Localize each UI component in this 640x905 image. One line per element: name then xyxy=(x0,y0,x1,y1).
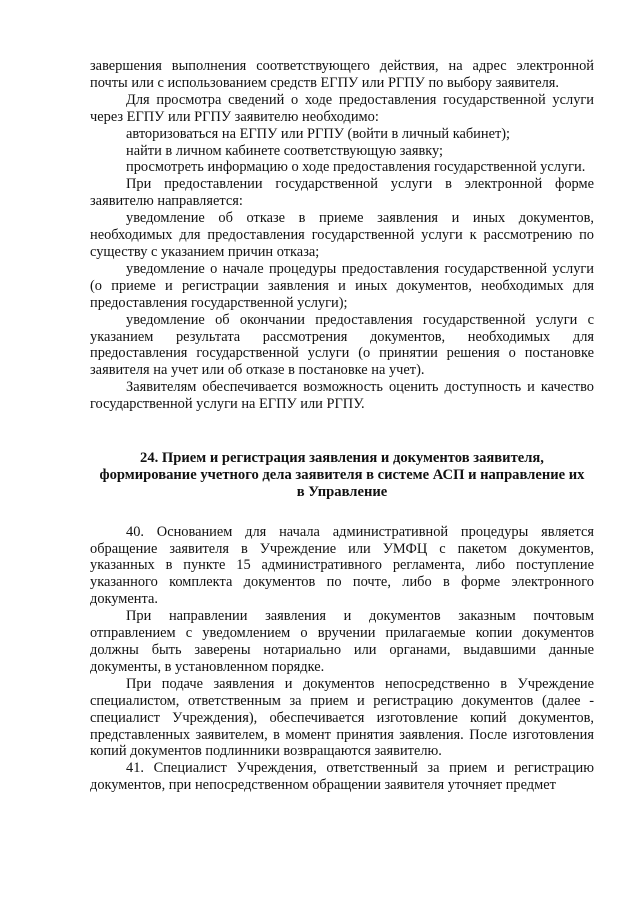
paragraph-electronic-form: При предоставлении государственной услуги в электронной форме заявителю направляется: xyxy=(90,176,594,210)
paragraph-quality-assessment: Заявителям обеспечивается возможность оценить доступность и качество государственной услуги на ЕГПУ или РГПУ. xyxy=(90,379,594,413)
list-item-authorize: авторизоваться на ЕГПУ или РГПУ (войти в личный кабинет); xyxy=(126,125,511,142)
section-heading-line-1: 24. Прием и регистрация заявления и документов заявителя, xyxy=(140,450,544,467)
paragraph-direct-submission: При подаче заявления и документов непосредственно в Учреждение специалистом, ответственным за прием и регистрацию документов (далее - специалист Учреждения), обеспечивается изготовление копий документов, представленных заявителем, в момент принятия заявления. После изготовления копий документов подлинники возвращаются заявителю. xyxy=(90,675,594,760)
list-item-refusal-notice: уведомление об отказе в приеме заявления и иных документов, необходимых для предоставления государственной услуги к рассмотрению по существу с указанием причин отказа; xyxy=(90,210,594,260)
paragraph-item-40: 40. Основанием для начала административной процедуры является обращение заявителя в Учреждение или УМФЦ с пакетом документов, указанных в пункте 15 административного регламента, либо поступление указанного комплекта документов по почте, либо в форме электронного документа. xyxy=(90,523,594,608)
section-heading-line-3: в Управление xyxy=(296,484,388,501)
list-item-start-notice: уведомление о начале процедуры предоставления государственной услуги (о приеме и регистрации заявления и иных документов, необходимых для предоставления государственной услуги); xyxy=(90,260,594,311)
document-page xyxy=(90,58,594,794)
paragraph-continuation: завершения выполнения соответствующего действия, на адрес электронной почты или с использованием средств ЕГПУ или РГПУ по выбору заявителя. xyxy=(90,58,594,91)
list-item-view-info: просмотреть информацию о ходе предоставления государственной услуги. xyxy=(126,159,586,176)
paragraph-postal-submission: При направлении заявления и документов заказным почтовым отправлением с уведомлением о вручении прилагаемые копии документов должны быть заверены нотариально или органами, выдавшими данные документы, в установленном порядке. xyxy=(90,608,594,675)
paragraph-status-view: Для просмотра сведений о ходе предоставления государственной услуги через ЕГПУ или РГПУ заявителю необходимо: xyxy=(90,91,594,125)
list-item-end-notice: уведомление об окончании предоставления государственной услуги с указанием результата рассмотрения документов, необходимых для предоставления государственной услуги (о принятии решения о постановке заявителя на учет или об отказе в постановке на учет). xyxy=(90,311,594,379)
paragraph-item-41: 41. Специалист Учреждения, ответственный за прием и регистрацию документов, при непосредственном обращении заявителя уточняет предмет xyxy=(90,760,594,794)
section-heading-line-2: формирование учетного дела заявителя в системе АСП и направление их xyxy=(99,467,585,484)
list-item-find-request: найти в личном кабинете соответствующую заявку; xyxy=(126,142,444,159)
section-heading xyxy=(90,450,594,502)
